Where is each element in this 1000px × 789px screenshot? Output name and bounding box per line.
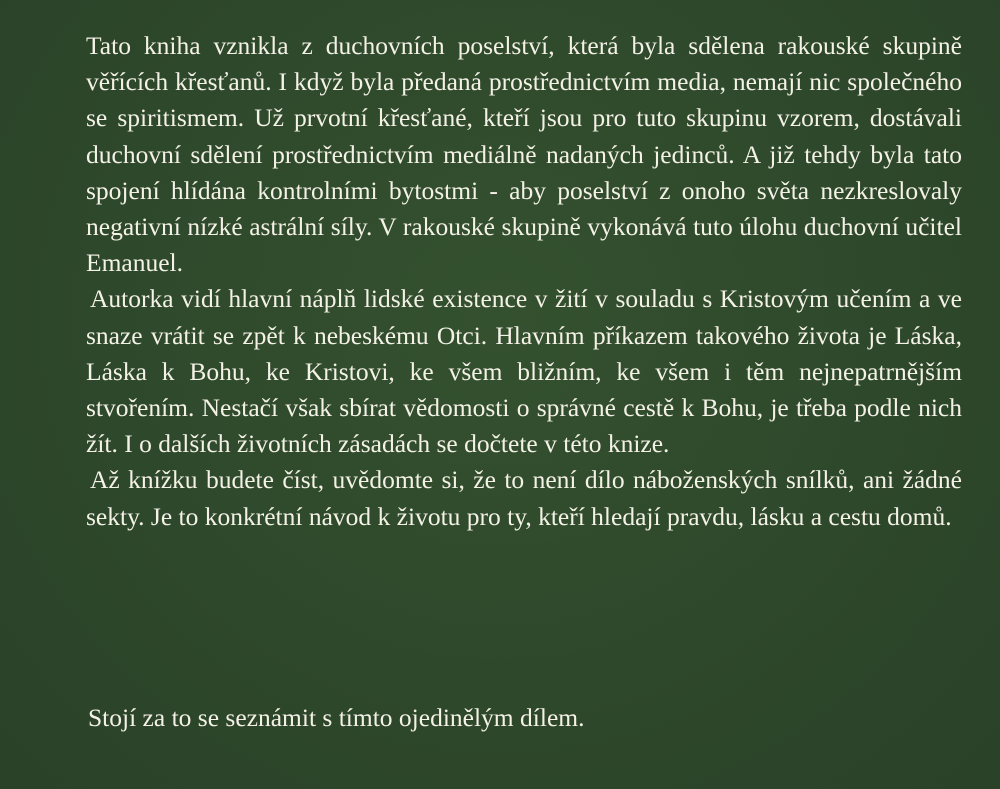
closing-line: Stojí za to se seznámit s tímto ojedinělým dílem. (88, 703, 585, 732)
paragraph-2: Autorka vidí hlavní náplň lidské existence v žití v souladu s Kristovým učením a ve snaze vrátit se zpět k nebeskému Otci. Hlavním příkazem takového života je Láska, Láska k Bohu, ke Kristovi, ke všem bližním, ke všem i těm nejnepatrnějším stvořením. Nestačí však sbírat vědomosti o správné cestě k Bohu, je třeba podle nich žít. I o dalších životních zásadách se dočtete v této knize. (86, 284, 962, 459)
paragraph-1: Tato kniha vznikla z duchovních poselství, která byla sdělena rakouské skupině věřících křesťanů. I když byla předaná prostřednictvím media, nemají nic společného se spiritismem. Už prvotní křesťané, kteří jsou pro tuto skupinu vzorem, dostávali duchovní sdělení prostřednictvím mediálně nadaných jedinců. A již tehdy byla tato spojení hlídána kontrolními bytostmi - aby poselství z onoho světa nezkreslovaly negativní nízké astrální síly. V rakouské skupině vykonává tuto úlohu duchovní učitel Emanuel. (86, 31, 962, 278)
body-text (86, 28, 962, 535)
paragraph-3: Až knížku budete číst, uvědomte si, že to není dílo náboženských snílků, ani žádné sekty. Je to konkrétní návod k životu pro ty, kteří hledají pravdu, lásku a cestu domů. (86, 465, 962, 531)
